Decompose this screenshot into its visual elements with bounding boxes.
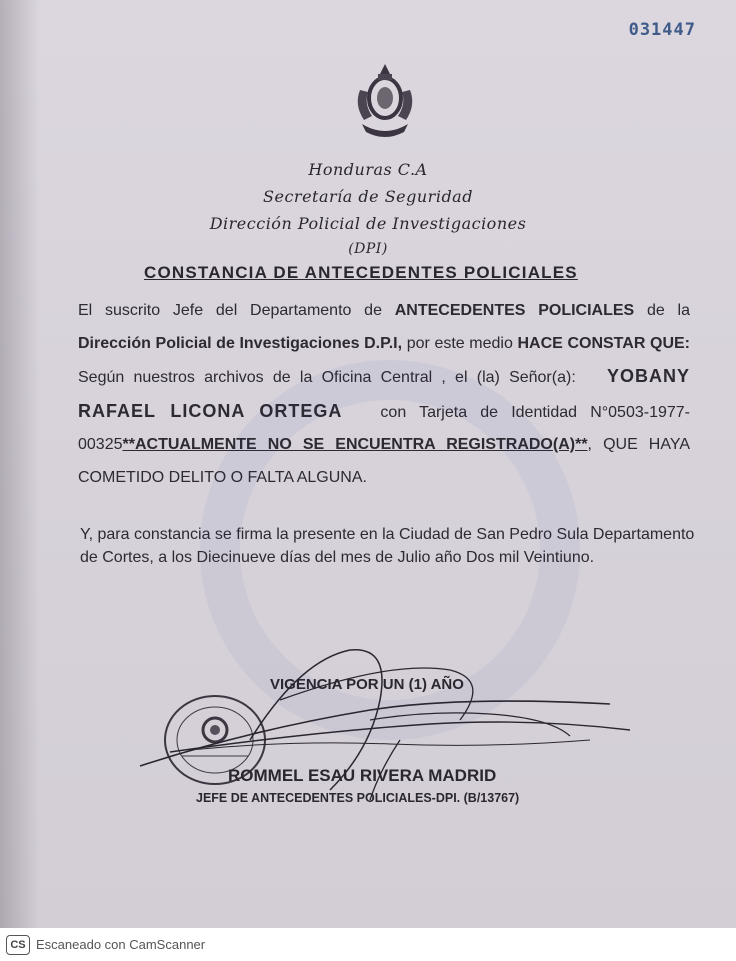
registration-status: **ACTUALMENTE NO SE ENCUENTRA REGISTRADO(A)** (122, 436, 588, 453)
header-directorate: Dirección Policial de Investigaciones (209, 214, 527, 233)
handwritten-signature (130, 640, 650, 820)
body-text: de la (634, 302, 691, 319)
body-text: Según nuestros archivos de la Oficina Central , el (la) Señor(a): (78, 369, 585, 386)
header-acronym: (DPI) (348, 241, 388, 257)
header-ministry: Secretaría de Seguridad (263, 187, 473, 206)
scanner-watermark-text: Escaneado con CamScanner (36, 937, 206, 952)
body-text: El suscrito Jefe del Departamento de (78, 302, 395, 319)
camscanner-logo: CS (6, 935, 30, 955)
closing-paragraph: Y, para constancia se firma la presente en la Ciudad de San Pedro Sula Departamento de Cortes, a los Diecinueve días del mes de Julio año Dos mil Veintiuno. (80, 526, 695, 566)
body-text: por este medio (402, 334, 518, 352)
scanner-footer (0, 928, 736, 961)
person-name: YOBANY RAFAEL LICONA ORTEGA (78, 366, 690, 421)
body-id-number: con Tarjeta de Identidad N°0503-1977-00325 (78, 403, 690, 453)
body-bold-hace-constar: HACE CONSTAR QUE: (517, 334, 690, 352)
signer-name: ROMMEL ESAU RIVERA MADRID (228, 766, 497, 785)
certificate-body (78, 295, 690, 494)
serial-number: 031447 (628, 20, 696, 40)
validity-text: VIGENCIA POR UN (1) AÑO (270, 676, 464, 693)
body-bold-directorate: Dirección Policial de Investigaciones D.P.I, (78, 334, 403, 352)
document-title: CONSTANCIA DE ANTECEDENTES POLICIALES (144, 263, 578, 282)
body-bold-department: ANTECEDENTES POLICIALES (394, 302, 635, 319)
body-text: , QUE HAYA COMETIDO DELITO O FALTA ALGUNA. (78, 436, 691, 486)
coat-of-arms-icon (350, 60, 420, 140)
signer-position: JEFE DE ANTECEDENTES POLICIALES-DPI. (B/13767) (196, 791, 520, 805)
header-country: Honduras C.A (308, 160, 428, 179)
